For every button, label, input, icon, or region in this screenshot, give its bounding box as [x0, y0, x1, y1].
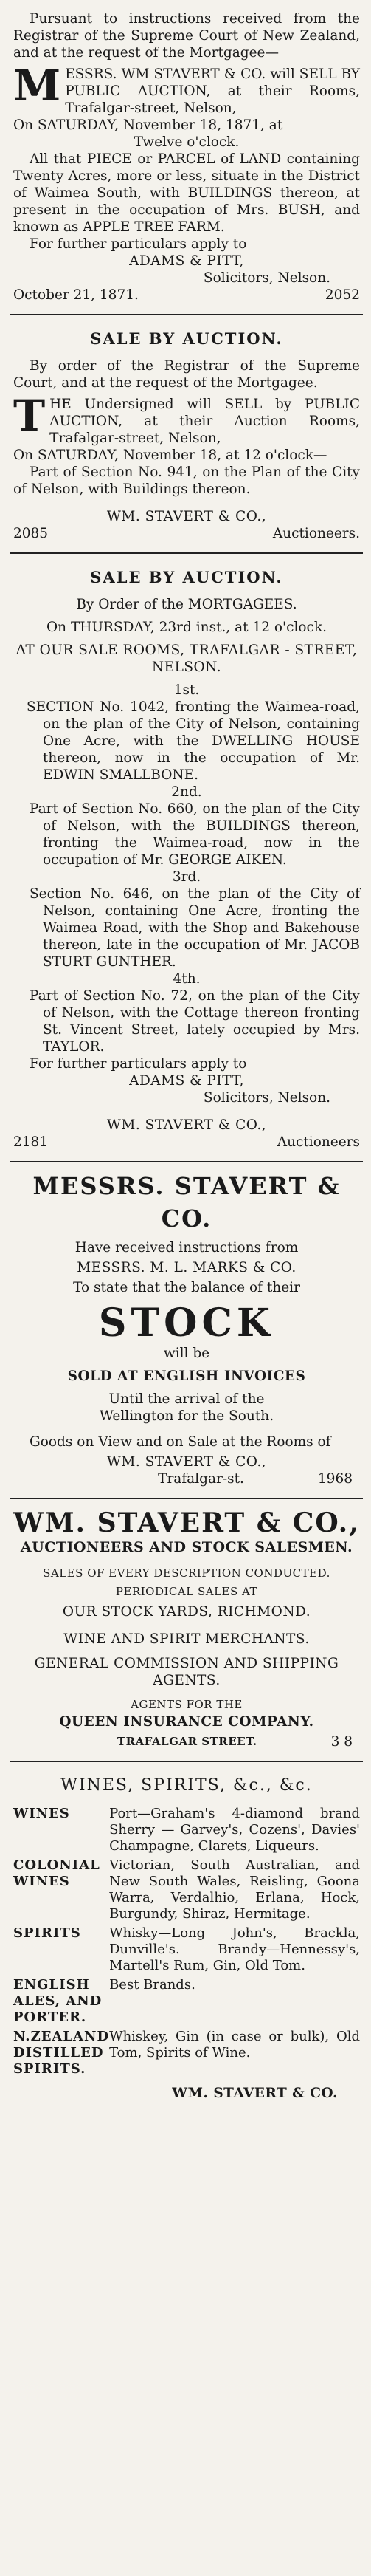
ad-footer: [13, 1134, 360, 1151]
ad-heading: WINES, SPIRITS, &c., &c.: [60, 1776, 313, 1795]
ad-signature: WM. STAVERT & CO.,: [106, 509, 267, 524]
wine-row: [13, 1856, 360, 1924]
ad-mortgagee-sale: [10, 557, 363, 1158]
ad-footer: [13, 1470, 360, 1487]
ad-number: 1968: [317, 1471, 353, 1487]
wine-category: COLONIAL WINES: [13, 1857, 100, 1889]
newspaper-column: [10, 6, 363, 2109]
ad-number: 2052: [325, 287, 360, 303]
spacer: [13, 498, 360, 508]
ad-sold: SOLD AT ENGLISH INVOICES: [67, 1368, 306, 1384]
ad-order: By Order of the MORTGAGEES.: [76, 597, 297, 612]
ad-stavert-business: [10, 1502, 363, 1758]
ad-signature: WM. STAVERT & CO.,: [106, 1454, 267, 1470]
lot-text: SECTION No. 1042, fronting the Waimea-road, on the plan of the City of Nelson, containing One Acre, with the DWELLING HOUSE thereon, now in the occupation of Mr. EDWIN SMALLBONE.: [27, 699, 360, 783]
ad-number: 2181: [13, 1134, 49, 1150]
divider: [10, 552, 363, 554]
wine-category: SPIRITS: [13, 1925, 81, 1941]
ad-role: Auctioneers.: [272, 526, 360, 541]
ad-subtitle: AUCTIONEERS AND STOCK SALESMEN.: [20, 1539, 353, 1555]
wine-category: N.ZEALAND DISTILLED SPIRITS.: [13, 2029, 110, 2077]
ad-firm: ADAMS & PITT,: [129, 1073, 244, 1089]
ad-number: 2085: [13, 526, 49, 541]
ad-firm-sub: Solicitors, Nelson.: [203, 1090, 330, 1106]
stock-heading: STOCK: [98, 1301, 275, 1346]
ad-firm: ADAMS & PITT,: [129, 253, 244, 269]
divider: [10, 1161, 363, 1162]
lot-number: 4th.: [173, 971, 201, 987]
wine-description: Port—Graham's 4-diamond brand Sherry — Garvey's, Cozens', Davies' Champagne, Clarets, Liqueurs.: [109, 1806, 360, 1854]
lot-number: 2nd.: [171, 784, 202, 800]
ad-line: MESSRS. M. L. MARKS & CO.: [77, 1260, 297, 1275]
ad-place: AT OUR SALE ROOMS, TRAFALGAR - STREET, NELSON.: [15, 643, 358, 675]
ad-footer: [13, 287, 360, 304]
wine-description: Best Brands.: [109, 1977, 195, 1993]
ad-line: PERIODICAL SALES AT: [115, 1585, 258, 1598]
ad-apple-tree-farm: [10, 6, 363, 311]
ad-until: Until the arrival of the Wellington for the South.: [99, 1391, 274, 1424]
lot-number: 3rd.: [172, 869, 201, 885]
ad-intro: Pursuant to instructions received from the Registrar of the Supreme Court of New Zealand, and at the request of the Mortgagee—: [13, 11, 360, 61]
ad-order: By order of the Registrar of the Supreme Court, and at the request of the Mortgagee.: [13, 358, 360, 391]
ad-street: Trafalgar-st.: [158, 1471, 244, 1487]
ad-date: On THURSDAY, 23rd inst., at 12 o'clock.: [46, 620, 327, 635]
wine-row: [13, 2027, 360, 2079]
ad-title: MESSRS. STAVERT & CO.: [32, 1172, 341, 1233]
ad-land: All that PIECE or PARCEL of LAND containing Twenty Acres, more or less, situate in the District of Waimea South, with BUILDINGS thereon, at present in the occupation of Mrs. BUSH, and known as APPLE TREE FARM.: [13, 151, 360, 235]
ad-body-text: HE Undersigned will SELL by PUBLIC AUCTION, at their Auction Rooms, Trafalgar-street, Nelson,: [49, 397, 360, 446]
wine-description: Victorian, South Australian, and New South Wales, Reisling, Goona Warra, Verdalhio, Erlana, Hock, Burgundy, Shiraz, Hermitage.: [109, 1857, 360, 1922]
ad-date-line: October 21, 1871.: [13, 287, 139, 303]
divider: [10, 1761, 363, 1762]
ad-line: AGENTS FOR THE: [131, 1698, 243, 1711]
lot-text: Section No. 646, on the plan of the City of Nelson, containing One Acre, fronting the Waimea Road, with the Shop and Bakehouse thereon, late in the occupation of Mr. JACOB STURT GUNTHER.: [30, 886, 360, 970]
ad-part: Part of Section No. 941, on the Plan of the City of Nelson, with Buildings thereon.: [13, 465, 360, 497]
lot-text: Part of Section No. 72, on the plan of the City of Nelson, with the Cottage thereon fronting St. Vincent Street, lately occupied by Mrs. TAYLOR.: [30, 988, 360, 1055]
wine-list: [13, 1804, 360, 2079]
wine-category: WINES: [13, 1806, 70, 1821]
wine-category: ENGLISH ALES, AND PORTER.: [13, 1977, 103, 2025]
ad-stock-sale: [10, 1165, 363, 1495]
ad-body: [13, 391, 360, 447]
ad-wines-spirits: [10, 1765, 363, 2109]
ad-goods: Goods on View and on Sale at the Rooms of: [30, 1434, 331, 1450]
lot-text: Part of Section No. 660, on the plan of the City of Nelson, with the BUILDINGS thereon, fronting the Waimea-road, now in the occupation of Mr. GEORGE AIKEN.: [30, 801, 360, 868]
ad-heading: SALE BY AUCTION.: [90, 329, 283, 348]
wine-row: [13, 1804, 360, 1856]
ad-further: For further particulars apply to: [30, 236, 247, 252]
ad-footer: [13, 525, 360, 542]
divider: [10, 1498, 363, 1499]
ad-sale-941: [10, 318, 363, 549]
ad-street: TRAFALGAR STREET.: [117, 1735, 257, 1748]
ad-line: GENERAL COMMISSION AND SHIPPING AGENTS.: [34, 1656, 339, 1688]
ad-further: For further particulars apply to: [30, 1056, 247, 1072]
ad-date: On SATURDAY, November 18, 1871, at: [13, 117, 283, 133]
spacer: [13, 1106, 360, 1117]
wine-row: [13, 1924, 360, 1976]
divider: [10, 314, 363, 315]
wine-description: Whisky—Long John's, Brackla, Dunville's. Brandy—Hennessy's, Martell's Rum, Gin, Old Tom.: [109, 1925, 360, 1973]
ad-role: Auctioneers: [277, 1134, 360, 1150]
ad-heading: SALE BY AUCTION.: [90, 568, 283, 586]
wine-row: [13, 1976, 360, 2027]
drop-cap: T: [13, 391, 46, 441]
ad-firm-sub: Solicitors, Nelson.: [203, 270, 330, 286]
ad-signature: WM. STAVERT & CO.,: [106, 1117, 267, 1133]
ad-line: will be: [163, 1346, 210, 1361]
ad-body-text: ESSRS. WM STAVERT & CO. will SELL BY PUBLIC AUCTION, at their Rooms, Trafalgar-street, Nelson,: [65, 66, 360, 116]
ad-line: WINE AND SPIRIT MERCHANTS.: [63, 1631, 310, 1647]
ad-line: SALES OF EVERY DESCRIPTION CONDUCTED.: [43, 1566, 330, 1580]
ad-footer: [13, 1733, 360, 1750]
ad-date: On SATURDAY, November 18, at 12 o'clock—: [13, 448, 327, 463]
ad-line: Have received instructions from: [74, 1240, 299, 1256]
ad-title: WM. STAVERT & CO.,: [13, 1507, 360, 1538]
ad-signature: WM. STAVERT & CO.: [172, 2086, 338, 2101]
ad-time: Twelve o'clock.: [134, 134, 240, 150]
ad-number: 3 8: [330, 1734, 353, 1750]
drop-cap: M: [13, 61, 61, 111]
ad-line: To state that the balance of their: [73, 1280, 300, 1295]
lot-number: 1st.: [173, 682, 200, 698]
ad-line: OUR STOCK YARDS, RICHMOND.: [62, 1604, 311, 1620]
ad-line: QUEEN INSURANCE COMPANY.: [59, 1714, 314, 1730]
ad-body: [13, 61, 360, 117]
wine-description: Whiskey, Gin (in case or bulk), Old Tom, Spirits of Wine.: [109, 2029, 360, 2061]
